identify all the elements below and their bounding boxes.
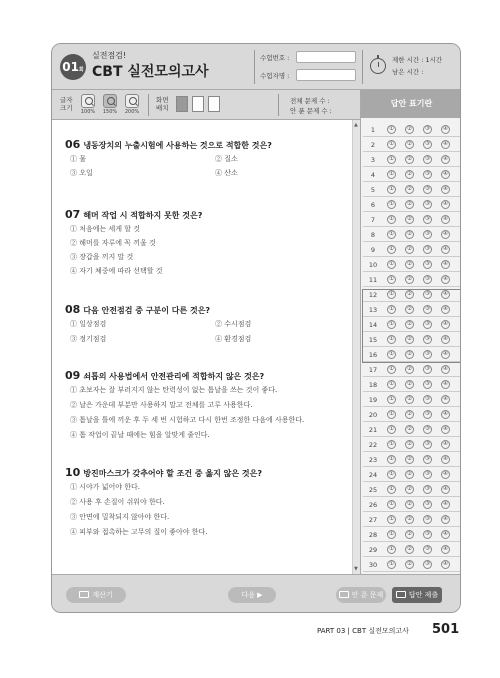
answer-choice[interactable]: ② (405, 425, 414, 434)
question-area (52, 120, 360, 574)
exam-number-field[interactable] (296, 51, 356, 63)
answer-choice[interactable]: ② (405, 320, 414, 329)
exam-toolbar (52, 90, 360, 120)
question-7 (65, 208, 350, 221)
answer-row (363, 242, 461, 257)
answer-choice[interactable]: ② (405, 530, 414, 539)
question-number: 08 (65, 303, 81, 316)
answer-choice[interactable]: ④ (441, 260, 450, 269)
answer-row (363, 362, 461, 377)
page-footer-label: PART 03 | CBT 실전모의고사 (317, 627, 409, 635)
answer-choice[interactable]: ④ (441, 455, 450, 464)
answer-choice[interactable]: ① (387, 170, 396, 179)
answer-row (363, 482, 461, 497)
answer-row (363, 392, 461, 407)
answer-choice[interactable]: ③ (423, 500, 432, 509)
answer-choice[interactable]: ② (405, 485, 414, 494)
answer-choice[interactable]: ③ (423, 290, 432, 299)
answer-choice[interactable]: ① (387, 320, 396, 329)
answer-choice[interactable]: ② (405, 245, 414, 254)
answer-choice[interactable]: ④ (441, 155, 450, 164)
exam-subtitle: 실전점검! (92, 51, 127, 60)
answer-choice[interactable]: ③ (423, 395, 432, 404)
answer-choice[interactable]: ③ (423, 140, 432, 149)
option[interactable]: ③ 정기점검 (70, 335, 107, 343)
option[interactable]: ③ 장갑을 끼지 말 것 (70, 253, 134, 261)
option[interactable]: ③ 톱날을 틀에 끼운 후 두 세 번 시험하고 다시 한번 조정한 다음에 사용한다. (70, 416, 305, 424)
answer-choice[interactable]: ① (387, 350, 396, 359)
answer-choice[interactable]: ③ (423, 335, 432, 344)
answer-row (363, 152, 461, 167)
answer-row-number: 29 (368, 546, 378, 554)
layout-split-button[interactable] (192, 96, 204, 112)
answer-choice[interactable]: ① (387, 155, 396, 164)
answer-row-number: 30 (368, 561, 378, 569)
answer-choice[interactable]: ③ (423, 200, 432, 209)
option[interactable]: ④ 피부와 접촉하는 고무의 질이 좋아야 한다. (70, 528, 208, 536)
answer-choice[interactable]: ③ (423, 455, 432, 464)
answer-choice[interactable]: ④ (441, 245, 450, 254)
answer-choice[interactable]: ① (387, 380, 396, 389)
answer-row (363, 182, 461, 197)
answer-choice[interactable]: ④ (441, 560, 450, 569)
answer-choice[interactable]: ② (405, 230, 414, 239)
answer-choice[interactable]: ① (387, 530, 396, 539)
answer-choice[interactable]: ③ (423, 350, 432, 359)
answer-choice[interactable]: ② (405, 335, 414, 344)
answer-row (363, 212, 461, 227)
answer-choice[interactable]: ① (387, 125, 396, 134)
answer-row-number: 22 (368, 441, 378, 449)
answer-choice[interactable]: ① (387, 215, 396, 224)
answer-choice[interactable]: ③ (423, 545, 432, 554)
answer-choice[interactable]: ② (405, 275, 414, 284)
answer-choice[interactable]: ③ (423, 260, 432, 269)
answer-choice[interactable]: ① (387, 305, 396, 314)
answer-choice[interactable]: ③ (423, 470, 432, 479)
answer-choice[interactable]: ② (405, 215, 414, 224)
answer-choice[interactable]: ③ (423, 380, 432, 389)
time-left: 남은 시간 : (392, 68, 424, 76)
answer-choice[interactable]: ② (405, 410, 414, 419)
answer-choice[interactable]: ④ (441, 545, 450, 554)
answer-choice[interactable]: ④ (441, 425, 450, 434)
zoom-out-icon (81, 94, 95, 108)
answer-choice[interactable]: ① (387, 560, 396, 569)
option[interactable]: ② 해머를 자루에 꼭 끼울 것 (70, 239, 156, 247)
answer-row-number: 4 (370, 171, 376, 179)
question-scrollbar[interactable] (352, 120, 360, 574)
answer-choice[interactable]: ④ (441, 365, 450, 374)
question-text: 냉동장치의 누출시험에 사용하는 것으로 적합한 것은? (83, 141, 272, 150)
answer-choice[interactable]: ① (387, 185, 396, 194)
answer-row (363, 137, 461, 152)
answer-choice[interactable]: ③ (423, 515, 432, 524)
answer-row-number: 19 (368, 396, 378, 404)
answer-choice[interactable]: ④ (441, 185, 450, 194)
answer-row (363, 437, 461, 452)
font-size-label: 글자 크기 (60, 96, 73, 112)
option[interactable]: ④ 자기 체중에 따라 선택할 것 (70, 267, 163, 275)
answer-choice[interactable]: ② (405, 365, 414, 374)
answer-choice[interactable]: ② (405, 515, 414, 524)
scroll-down-icon[interactable]: ▼ (354, 566, 358, 572)
divider (278, 94, 279, 116)
answer-row-number: 11 (368, 276, 378, 284)
exam-name-field[interactable] (296, 69, 356, 81)
answer-choice[interactable]: ① (387, 470, 396, 479)
answer-choice[interactable]: ② (405, 455, 414, 464)
current-question-group (362, 289, 461, 363)
answer-choice[interactable]: ④ (441, 140, 450, 149)
answer-choice[interactable]: ① (387, 410, 396, 419)
answer-row-number: 20 (368, 411, 378, 419)
option[interactable]: ① 일상점검 (70, 320, 107, 328)
answer-choice[interactable]: ④ (441, 350, 450, 359)
clock-icon (370, 58, 386, 74)
answer-choice[interactable]: ③ (423, 560, 432, 569)
answer-row (363, 272, 461, 287)
zoom-100-button[interactable]: 100% (78, 94, 98, 115)
divider (148, 94, 149, 116)
answer-choice[interactable]: ④ (441, 125, 450, 134)
page-number: 501 (432, 622, 460, 637)
answer-choice[interactable]: ④ (441, 305, 450, 314)
answer-row-number: 1 (370, 126, 376, 134)
answer-choice[interactable]: ② (405, 350, 414, 359)
zoom-in-icon (125, 94, 139, 108)
answer-choice[interactable]: ② (405, 470, 414, 479)
answer-choice[interactable]: ③ (423, 215, 432, 224)
answer-choice[interactable]: ② (405, 395, 414, 404)
option[interactable]: ② 날은 가운데 부분만 사용하지 말고 전체를 고루 사용한다. (70, 401, 253, 409)
answer-choice[interactable]: ① (387, 140, 396, 149)
answer-choice[interactable]: ① (387, 440, 396, 449)
answer-choice[interactable]: ② (405, 380, 414, 389)
submit-icon (396, 591, 406, 598)
answer-choice[interactable]: ④ (441, 320, 450, 329)
layout-single-button[interactable] (176, 96, 188, 112)
zoom-icon (103, 94, 117, 108)
option[interactable]: ④ 톱 작업이 끝날 때에는 힘을 알맞게 줄인다. (70, 431, 210, 439)
answer-row (363, 422, 461, 437)
answer-row (363, 122, 461, 137)
answer-choice[interactable]: ② (405, 305, 414, 314)
answer-row (363, 227, 461, 242)
answer-row-number: 3 (370, 156, 376, 164)
submit-button[interactable]: 답안 제출 (392, 587, 442, 603)
question-6 (65, 138, 350, 151)
exam-footer (52, 574, 461, 613)
cbt-exam-window (51, 43, 461, 613)
answer-choice[interactable]: ④ (441, 485, 450, 494)
answer-choice[interactable]: ③ (423, 125, 432, 134)
answer-row-number: 2 (370, 141, 376, 149)
question-number: 07 (65, 208, 81, 221)
answer-choice[interactable]: ④ (441, 215, 450, 224)
next-button[interactable]: 다음 ▶ (228, 587, 276, 603)
exam-name-label: 수험자명 : (260, 72, 290, 80)
answer-choice[interactable]: ① (387, 245, 396, 254)
option[interactable]: ④ 산소 (215, 169, 238, 177)
option[interactable]: ③ 안면에 밀착되지 않아야 한다. (70, 513, 170, 521)
answer-choice[interactable]: ④ (441, 380, 450, 389)
answer-choice[interactable]: ③ (423, 485, 432, 494)
answer-row-number: 5 (370, 186, 376, 194)
unsolved-button[interactable]: 안 푼 문제 (336, 587, 386, 603)
answer-row-number: 21 (368, 426, 378, 434)
question-9 (65, 369, 350, 382)
layout-double-button[interactable] (208, 96, 220, 112)
question-number: 10 (65, 466, 81, 479)
round-badge: 01회 (60, 54, 86, 80)
answer-row-number: 6 (370, 201, 376, 209)
question-text: 다음 안전점검 중 구분이 다른 것은? (83, 306, 211, 315)
answer-choice[interactable]: ③ (423, 410, 432, 419)
answer-choice[interactable]: ② (405, 125, 414, 134)
answer-row-number: 14 (368, 321, 378, 329)
answer-choice[interactable]: ② (405, 170, 414, 179)
answer-choice[interactable]: ① (387, 275, 396, 284)
answer-choice[interactable]: ① (387, 365, 396, 374)
question-text: 방진마스크가 갖추어야 할 조건 중 옳지 않은 것은? (83, 469, 263, 478)
exam-title: CBT 실전모의고사 (92, 64, 209, 80)
answer-row (363, 377, 461, 392)
question-text: 쇠톱의 사용법에서 안전관리에 적합하지 않은 것은? (83, 372, 265, 381)
answer-choice[interactable]: ① (387, 455, 396, 464)
answer-choice[interactable]: ④ (441, 170, 450, 179)
answer-choice[interactable]: ④ (441, 470, 450, 479)
answer-row (363, 512, 461, 527)
divider (254, 50, 255, 84)
answer-choice[interactable]: ② (405, 440, 414, 449)
list-icon (339, 591, 349, 598)
option[interactable]: ④ 환경점검 (215, 335, 252, 343)
divider (362, 50, 363, 84)
answer-choice[interactable]: ④ (441, 290, 450, 299)
answer-row-number: 12 (368, 291, 378, 299)
question-number: 09 (65, 369, 81, 382)
time-limit: 제한 시간 : 1시간 (392, 56, 443, 64)
answer-choice[interactable]: ① (387, 260, 396, 269)
option[interactable]: ① 시야가 넓어야 한다. (70, 483, 140, 491)
total-questions: 전체 문제 수 : (290, 97, 330, 105)
answer-choice[interactable]: ② (405, 560, 414, 569)
answer-choice[interactable]: ① (387, 290, 396, 299)
answer-row-number: 16 (368, 351, 378, 359)
screen-layout-label: 화면 배치 (156, 96, 169, 112)
answer-choice[interactable]: ④ (441, 500, 450, 509)
answer-choice[interactable]: ④ (441, 410, 450, 419)
option[interactable]: ① 처음에는 세게 할 것 (70, 225, 140, 233)
answer-row (363, 542, 461, 557)
calculator-icon (79, 591, 89, 598)
answer-row (363, 527, 461, 542)
answer-choice[interactable]: ④ (441, 200, 450, 209)
exam-number-label: 수험번호 : (260, 54, 290, 62)
answer-choice[interactable]: ④ (441, 530, 450, 539)
answer-choice[interactable]: ③ (423, 155, 432, 164)
answer-row-number: 26 (368, 501, 378, 509)
answer-choice[interactable]: ④ (441, 395, 450, 404)
answer-row-number: 7 (370, 216, 376, 224)
answer-row-number: 28 (368, 531, 378, 539)
answer-row (363, 467, 461, 482)
option[interactable]: ② 사용 후 손질이 쉬워야 한다. (70, 498, 165, 506)
answer-choice[interactable]: ② (405, 260, 414, 269)
zoom-150-button[interactable]: 150% (100, 94, 120, 115)
answer-choice[interactable]: ② (405, 185, 414, 194)
answer-choice[interactable]: ① (387, 500, 396, 509)
answer-choice[interactable]: ③ (423, 185, 432, 194)
answer-row-number: 27 (368, 516, 378, 524)
answer-row-number: 15 (368, 336, 378, 344)
answer-choice[interactable]: ① (387, 335, 396, 344)
question-number: 06 (65, 138, 81, 151)
answer-row-number: 25 (368, 486, 378, 494)
scroll-up-icon[interactable]: ▲ (354, 122, 358, 128)
answer-choice[interactable]: ③ (423, 530, 432, 539)
answer-choice[interactable]: ③ (423, 170, 432, 179)
answer-row (363, 407, 461, 422)
zoom-200-button[interactable]: 200% (122, 94, 142, 115)
answer-choice[interactable]: ④ (441, 275, 450, 284)
answer-choice[interactable]: ② (405, 500, 414, 509)
answer-choice[interactable]: ① (387, 485, 396, 494)
answer-choice[interactable]: ② (405, 155, 414, 164)
answer-sheet-title: 답안 표기란 (361, 90, 461, 118)
answer-row (363, 257, 461, 272)
answer-choice[interactable]: ③ (423, 305, 432, 314)
answer-choice[interactable]: ① (387, 230, 396, 239)
answer-choice[interactable]: ① (387, 425, 396, 434)
answer-choice[interactable]: ③ (423, 440, 432, 449)
answer-choice[interactable]: ③ (423, 230, 432, 239)
answer-row-number: 24 (368, 471, 378, 479)
answer-choice[interactable]: ① (387, 200, 396, 209)
answer-row (363, 497, 461, 512)
answer-row (363, 557, 461, 572)
exam-header (52, 44, 461, 90)
answer-row (363, 197, 461, 212)
answer-choice[interactable]: ③ (423, 425, 432, 434)
calculator-button[interactable]: 계산기 (66, 587, 126, 603)
answer-choice[interactable]: ④ (441, 515, 450, 524)
answer-choice[interactable]: ③ (423, 275, 432, 284)
option[interactable]: ② 질소 (215, 155, 238, 163)
option[interactable]: ③ 오일 (70, 169, 93, 177)
question-text: 해머 작업 시 적합하지 못한 것은? (83, 211, 203, 220)
answer-row-number: 10 (368, 261, 378, 269)
answer-choice[interactable]: ② (405, 140, 414, 149)
option[interactable]: ① 물 (70, 155, 86, 163)
answer-row-number: 18 (368, 381, 378, 389)
answer-row-number: 8 (370, 231, 376, 239)
unsolved-questions: 안 푼 문제 수 : (290, 107, 332, 115)
answer-choice[interactable]: ④ (441, 335, 450, 344)
option[interactable]: ① 초보자는 잘 부러지지 않는 탄력성이 없는 톱날을 쓰는 것이 좋다. (70, 386, 278, 394)
answer-choice[interactable]: ① (387, 395, 396, 404)
answer-row (363, 167, 461, 182)
answer-choice[interactable]: ① (387, 515, 396, 524)
answer-choice[interactable]: ② (405, 545, 414, 554)
answer-choice[interactable]: ③ (423, 245, 432, 254)
answer-choice[interactable]: ③ (423, 320, 432, 329)
answer-row-number: 17 (368, 366, 378, 374)
question-8 (65, 303, 350, 316)
answer-choice[interactable]: ② (405, 290, 414, 299)
answer-choice[interactable]: ① (387, 545, 396, 554)
answer-sheet (360, 90, 461, 574)
answer-row-number: 23 (368, 456, 378, 464)
question-10 (65, 466, 350, 479)
answer-choice[interactable]: ④ (441, 440, 450, 449)
answer-choice[interactable]: ② (405, 200, 414, 209)
answer-row-number: 13 (368, 306, 378, 314)
answer-choice[interactable]: ④ (441, 230, 450, 239)
answer-row-number: 9 (370, 246, 376, 254)
option[interactable]: ② 수시점검 (215, 320, 252, 328)
answer-choice[interactable]: ③ (423, 365, 432, 374)
answer-row (363, 452, 461, 467)
